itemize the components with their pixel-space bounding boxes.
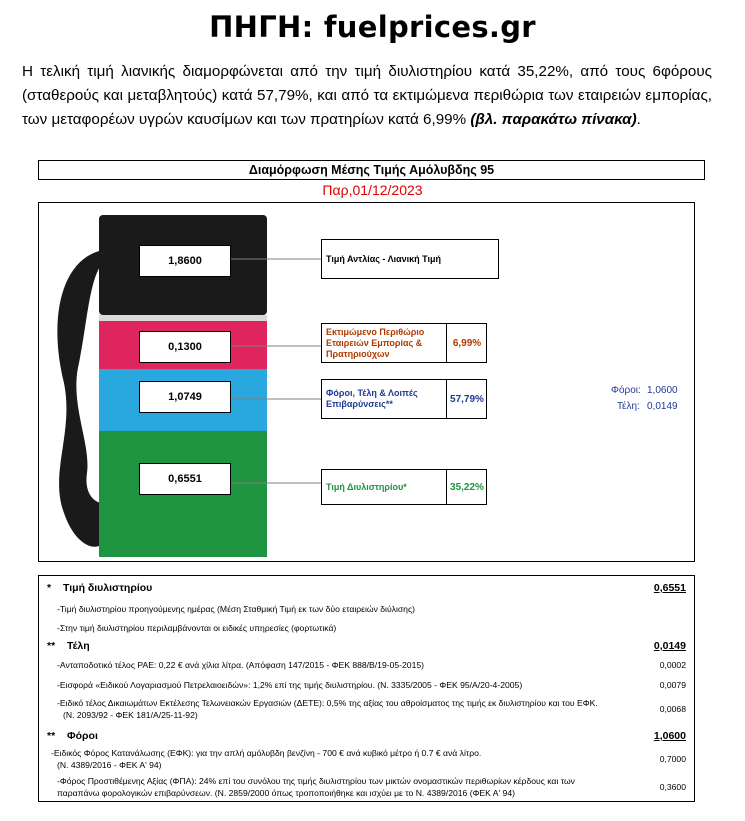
fees-item-value: 0,0068 xyxy=(659,704,686,714)
taxes-marker: ** xyxy=(47,730,56,742)
side-fees-label: Τέλη: xyxy=(617,401,640,412)
margin-value: 0,1300 xyxy=(139,331,231,363)
refinery-marker: * xyxy=(47,582,52,594)
side-taxes-label: Φόροι: xyxy=(611,385,641,396)
page-heading: ΠΗΓΗ: fuelprices.gr xyxy=(209,10,536,44)
refinery-total: 0,6551 xyxy=(653,582,686,594)
retail-value: 1,8600 xyxy=(139,245,231,277)
taxes-value: 1,0749 xyxy=(139,381,231,413)
intro-note: (βλ. παρακάτω πίνακα) xyxy=(470,111,637,128)
fees-title: Τέλη xyxy=(67,640,90,652)
taxes-label: Φόροι, Τέλη & Λοιπές Επιβαρύνσεις** xyxy=(326,388,418,409)
taxes-item-text: -Φόρος Προστιθέμενης Αξίας (ΦΠΑ): 24% επί του συνόλου της τιμής διυλιστηρίου των μικτών ονομαστικών περιθωρίων κέρδους και των xyxy=(57,776,575,786)
intro-text: Η τελική τιμή λιανικής διαμορφώνεται από την τιμή διυλιστηρίου κατά 35,22%, από τους 6φόρους (σταθερούς και μεταβλητούς) κατά 57,79%, και από τα εκτιμώμενα περιθώρια των εταιρειών εμπορίας, των μεταφορέων υγρών καυσίμων και των πρατηρίων κατά 6,99% xyxy=(22,63,712,128)
refinery-title: Τιμή διυλιστηρίου xyxy=(63,582,153,594)
retail-label: Τιμή Αντλίας - Λιανική Τιμή xyxy=(326,254,441,264)
taxes-title: Φόροι xyxy=(67,730,98,742)
margin-label: Εκτιμώμενο Περιθώριο Εταιρειών Εμπορίας & Πρατηριούχων xyxy=(326,327,425,359)
fees-item-text2: (Ν. 2093/92 - ΦΕΚ 181/Α/25-11-92) xyxy=(63,710,198,720)
pump-hose xyxy=(57,251,103,547)
taxes-item-text2: παραπάνω φορολογικών επιβαρύνσεων. (Ν. 2859/2000 όπως τροποποιήθηκε και ισχύει με το Ν. 4389/2016 (ΦΕΚ Α' 94) xyxy=(57,788,515,798)
taxes-pct: 57,79% xyxy=(450,394,484,405)
fees-total: 0,0149 xyxy=(653,640,686,652)
fees-item-text: -Ειδικό τέλος Δικαιωμάτων Εκτέλεσης Τελωνειακών Εργασιών (ΔΕΤΕ): 0,5% της αξίας του αθροίσματος της τιμής εκ διυλιστηρίου και του ΕΦΚ. xyxy=(57,698,598,708)
fees-item-text: -Εισφορά «Ειδικού Λογαριασμού Πετρελαιοειδών»: 1,2% επί της τιμής διυλιστηρίου. (Ν. 3335/2005 - ΦΕΚ 95/Α/20-4-2005) xyxy=(57,680,523,690)
refinery-note: -Στην τιμή διυλιστηρίου περιλαμβάνονται οι ειδικές υπηρεσίες (φορτωτικά) xyxy=(57,623,337,633)
taxes-label-box xyxy=(321,379,487,419)
refinery-note: -Τιμή διυλιστηρίου προηγούμενης ημέρας (Μέση Σταθμική Τιμή εκ των δύο εταιρειών διύλισης) xyxy=(57,604,415,614)
taxes-item-value: 0,7000 xyxy=(659,754,686,764)
side-fees-value: 0,0149 xyxy=(647,401,678,412)
refinery-label: Τιμή Διυλιστηρίου* xyxy=(326,482,407,492)
taxes-item-value: 0,3600 xyxy=(659,782,686,792)
fees-marker: ** xyxy=(47,640,56,652)
fees-item-value: 0,0079 xyxy=(659,680,686,690)
fees-item-value: 0,0002 xyxy=(659,660,686,670)
refinery-label-box xyxy=(321,469,487,505)
fees-item-text: -Ανταποδοτικό τέλος ΡΑΕ: 0,22 € ανά χίλια λίτρα. (Απόφαση 147/2015 - ΦΕΚ 888/Β/19-05-2015) xyxy=(57,660,424,670)
side-taxes-value: 1,0600 xyxy=(647,385,678,396)
chart-title: Διαμόρφωση Μέσης Τιμής Αμόλυβδης 95 xyxy=(38,160,705,180)
taxes-item-text: -Ειδικός Φόρος Κατανάλωσης (ΕΦΚ): για την απλή αμόλυβδη βενζίνη - 700 € ανά κυβικό μέτρο ή 0.7 € ανά λίτρο. xyxy=(51,748,482,758)
refinery-pct: 35,22% xyxy=(450,482,484,493)
retail-label-box xyxy=(321,239,499,279)
intro-paragraph xyxy=(22,60,712,132)
intro-end: . xyxy=(636,111,641,128)
refinery-value: 0,6551 xyxy=(139,463,231,495)
taxes-item-text2: (Ν. 4389/2016 - ΦΕΚ Α' 94) xyxy=(57,760,162,770)
margin-pct: 6,99% xyxy=(452,338,482,349)
chart-date: Παρ,01/12/2023 xyxy=(322,182,423,198)
margin-label-box xyxy=(321,323,487,363)
pump-divider xyxy=(99,315,267,321)
pump-chart xyxy=(38,202,695,562)
breakdown-table xyxy=(38,575,695,802)
taxes-total: 1,0600 xyxy=(653,730,686,742)
